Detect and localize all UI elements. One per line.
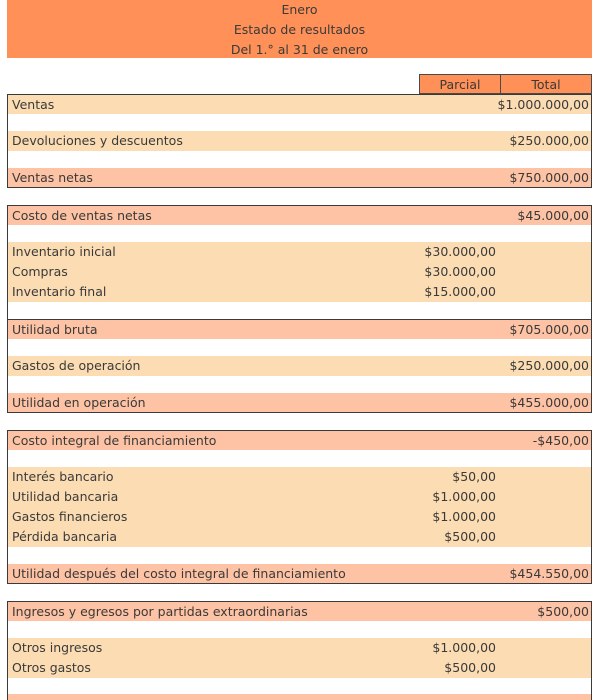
row-inventario-inicial <box>7 242 592 262</box>
row-label: Devoluciones y descuentos <box>12 133 183 148</box>
row-label: Otros ingresos <box>12 640 103 655</box>
spacer-row <box>7 376 592 393</box>
column-header-parcial: Parcial <box>419 74 501 94</box>
row-otros-gastos <box>7 658 592 678</box>
row-label: Otros gastos <box>12 660 91 675</box>
header-title: Estado de resultados <box>233 22 366 37</box>
spacer-row <box>7 114 592 131</box>
row-parcial: $500,00 <box>444 660 496 675</box>
row-utilidad-operacion <box>7 393 592 413</box>
row-label: Utilidad bruta <box>12 322 98 337</box>
row-parcial: $30.000,00 <box>424 264 496 279</box>
row-compras <box>7 262 592 282</box>
row-costo-ventas <box>7 205 592 225</box>
row-total: $705.000,00 <box>509 322 589 337</box>
row-gastos-financieros <box>7 507 592 527</box>
spacer-row <box>7 621 592 638</box>
row-gastos-operacion <box>7 356 592 376</box>
column-header-total: Total <box>500 74 592 94</box>
row-parcial: $15.000,00 <box>424 284 496 299</box>
row-label: Utilidad después del costo integral de financiamiento <box>12 566 346 581</box>
row-parcial: $1.000,00 <box>432 509 496 524</box>
row-utilidad-bancaria <box>7 487 592 507</box>
row-total: $1.000.000,00 <box>497 97 589 112</box>
row-parcial: $1.000,00 <box>432 640 496 655</box>
row-cut-off <box>7 694 592 700</box>
row-inventario-final <box>7 282 592 302</box>
spacer-row <box>7 151 592 168</box>
row-total: $45.000,00 <box>517 208 589 223</box>
row-interes-bancario <box>7 467 592 487</box>
row-parcial: $50,00 <box>452 469 496 484</box>
row-label: Costo integral de financiamiento <box>12 433 217 448</box>
row-perdida-bancaria <box>7 527 592 547</box>
row-ventas <box>7 94 592 114</box>
row-label: Gastos financieros <box>12 509 128 524</box>
header-month: Enero <box>281 2 318 17</box>
row-label: Inventario final <box>12 284 107 299</box>
row-label: Ingresos y egresos por partidas extraordinarias <box>12 604 308 619</box>
row-total: $250.000,00 <box>509 358 589 373</box>
row-label: Ventas netas <box>12 170 93 185</box>
row-total: $500,00 <box>537 604 589 619</box>
spacer-row <box>7 450 592 467</box>
spacer-row <box>7 339 592 356</box>
row-total: $455.000,00 <box>509 395 589 410</box>
spacer-row <box>7 225 592 242</box>
row-label: Costo de ventas netas <box>12 208 152 223</box>
row-total: -$450,00 <box>532 433 589 448</box>
row-label: Gastos de operación <box>12 358 141 373</box>
row-total: $250.000,00 <box>509 133 589 148</box>
spacer-row <box>7 547 592 564</box>
row-label: Compras <box>12 264 68 279</box>
row-utilidad-despues <box>7 564 592 584</box>
row-devoluciones <box>7 131 592 151</box>
row-parcial: $30.000,00 <box>424 244 496 259</box>
row-parcial: $1.000,00 <box>432 489 496 504</box>
row-parcial: $500,00 <box>444 529 496 544</box>
row-costo-integral <box>7 430 592 450</box>
row-label: Interés bancario <box>12 469 114 484</box>
header-period: Del 1.° al 31 de enero <box>230 42 369 57</box>
row-label: Pérdida bancaria <box>12 529 117 544</box>
statement-header <box>7 0 592 58</box>
row-total: $750.000,00 <box>509 170 589 185</box>
row-otros-ingresos <box>7 638 592 658</box>
row-total: $454.550,00 <box>509 566 589 581</box>
row-label: Utilidad bancaria <box>12 489 119 504</box>
row-label: Utilidad en operación <box>12 395 146 410</box>
row-extraordinarias <box>7 601 592 621</box>
spacer-row <box>7 302 592 319</box>
row-label: Inventario inicial <box>12 244 116 259</box>
row-utilidad-bruta <box>7 319 592 339</box>
spacer-row <box>7 678 592 694</box>
row-label: Ventas <box>12 97 55 112</box>
row-ventas-netas <box>7 168 592 188</box>
